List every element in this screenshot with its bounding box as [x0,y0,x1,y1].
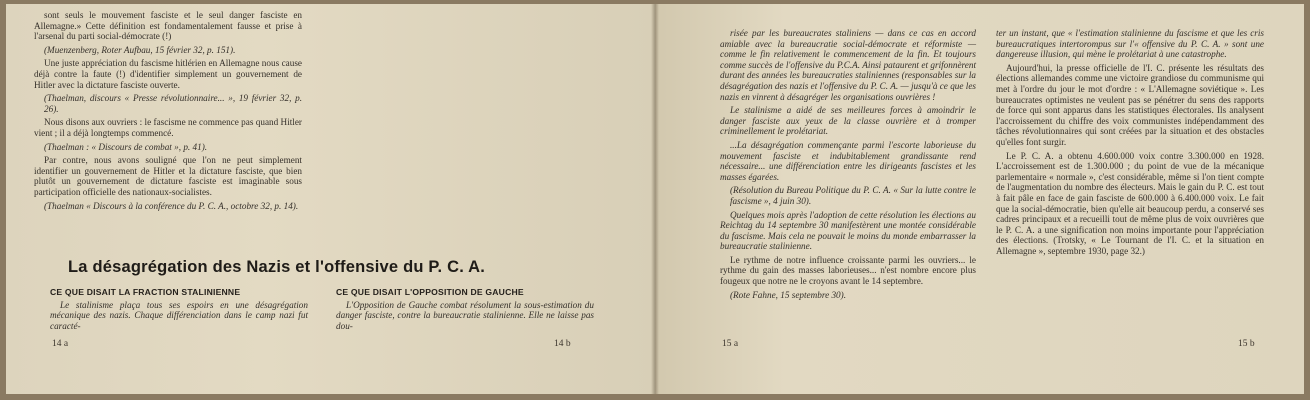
column-1-bottom [50,287,308,334]
left-opposition-subhead: CE QUE DISAIT L'OPPOSITION DE GAUCHE [336,287,524,297]
left-opposition-paragraph: L'Opposition de Gauche combat résolument la sous-estimation du danger fasciste, contre la bureaucratie stalinienne. Elle ne laisse pas dou- [336,299,594,331]
column-2-bottom [336,287,594,334]
stalinist-paragraph: Le stalinisme plaça tous ses espoirs en une désagrégation mécanique des nazis. Chaque différenciation dans le camp nazi fut caracté- [50,299,308,331]
paragraph: sont seuls le mouvement fasciste et le seul danger fasciste en Allemagne.» Cette définition est fondamentalement fausse et prise à l'arsenal du parti social-démocrate (!) [34,10,302,42]
page-fold [651,4,659,394]
paragraph: Nous disons aux ouvriers : le fascisme ne commence pas quand Hitler vient ; il a déjà longtemps commencé. [34,117,302,138]
paragraph: Quelques mois après l'adoption de cette résolution les élections au Reichtag du 14 septembre 30 manifestèrent une montée considérable du fascisme. Mais cela ne pouvait le moins du monde embarrasser la bureaucratie stalinienne. [720,209,976,252]
paragraph: ...La désagrégation commençante parmi l'escorte laborieuse du mouvement fasciste et indubitablement grandissante rend nécessaire... une différenciation entre les dirigeants fascistes et les masses égarées. [720,139,976,182]
column-4 [996,28,1264,259]
paragraph: (Rote Fahne, 15 septembre 30). [730,289,847,300]
column-1 [34,10,302,214]
paragraph: Par contre, nous avons souligné que l'on ne peut simplement identifier un gouvernement de Hitler et la dictature fasciste, que bien plutôt un gouvernement de dictature fasciste est imaginable sous participation officielle des nationaux-socialistes. [34,155,302,197]
paragraph: (Résolution du Bureau Politique du P. C. A. « Sur la lutte contre le fascisme », 4 juin 30). [730,185,976,206]
page-number-14a: 14 a [52,339,69,349]
paragraph: ter un instant, que « l'estimation stalinienne du fascisme et que les cris bureaucratiques intertorompus sur l'« offensive du P. C. A. » sont une dangereuse illusion, qui mène le prolétariat à une catastrophe. [996,28,1264,60]
paragraph: Une juste appréciation du fascisme hitlérien en Allemagne nous cause déjà contre la faute (!) d'identifier simplement un gouvernement de Hitler avec la dictature fasciste ouverte. [34,58,302,90]
page-number-15a: 15 a [722,339,739,349]
paragraph: (Muenzenberg, Roter Aufbau, 15 février 32, p. 151). [44,44,236,55]
paragraph: Le stalinisme a aidé de ses meilleures forces à amoindrir le danger fasciste aux yeux de la classe ouvrière et à tromper criminellement le prolétariat. [720,105,976,137]
stalinist-subhead: CE QUE DISAIT LA FRACTION STALINIENNE [50,287,241,297]
page-spread [6,4,1304,394]
paragraph: Le rythme de notre influence croissante parmi les ouvriers... le rythme du gain des masses laborieuses... n'est nombre encore plus fougeux que notre ne le croyons avant le 14 septembre. [720,254,976,287]
page-number-15b: 15 b [1238,339,1255,349]
paragraph: (Thaelman, discours « Presse révolutionnaire... », 19 février 32, p. 26). [44,93,302,114]
paragraph: (Thaelman : « Discours de combat », p. 41). [44,141,208,152]
paragraph: Aujourd'hui, la presse officielle de l'I. C. présente les résultats des élections allemandes comme une victoire grandiose du communisme qui met à l'ordre du jour le mot d'ordre : « L'Allemagne soviétique ». Les bureaucrates optimistes ne veulent pas se pénétrer du sens des rapports de force qui sont apparus dans les statistiques électorales. Ils analysent l'accroissement du chiffre des voix communistes indépendamment des tâches révolutionnaires qui sont créées par la situation et des obstacles qu'elles font surgir. [996,62,1264,147]
paragraph: (Thaelman « Discours à la conférence du P. C. A., octobre 32, p. 14). [44,200,299,211]
paragraph: risée par les bureaucrates staliniens — dans ce cas en accord amiable avec la bureaucratie social-démocrate et réformiste — comme le fin relativement le commencement de la fin. Et toujours comme succès de l'offensive du P.C.A. Ainsi pataurent et grifonnèrent durant des années les bureaucraties staliniennes (responsables sur la désagrégation des nazis et l'offensive du P. C. A. — jusqu'à ce que les nazis en vinrent à désagréger les organisations ouvrières ! [720,28,976,102]
page-number-14b: 14 b [554,339,571,349]
section-headline: La désagrégation des Nazis et l'offensive du P. C. A. [68,258,486,276]
column-3 [720,28,976,303]
paragraph: Le P. C. A. a obtenu 4.600.000 voix contre 3.300.000 en 1928. L'accroissement est de 1.300.000 ; du point de vue de la mécanique parlementaire « normale », c'est considérable, même si l'on tient compte de l'augmentation du nombre des électeurs. Mais le gain du P. C. est tout à fait pâle en face de gain fasciste de 600.000 à 6.400.000 voix. Le fait que la social-démocratie, bien qu'elle ait beaucoup perdu, a conservé ses cadres principaux et a recueilli tout de même plus de voix ouvrières que le P. C. A. a une signification non moins importante pour l'appréciation des élections. (Trotsky, « Le Tournant de l'I. C. et la situation en Allemagne », septembre 1930, page 32.) [996,150,1264,256]
